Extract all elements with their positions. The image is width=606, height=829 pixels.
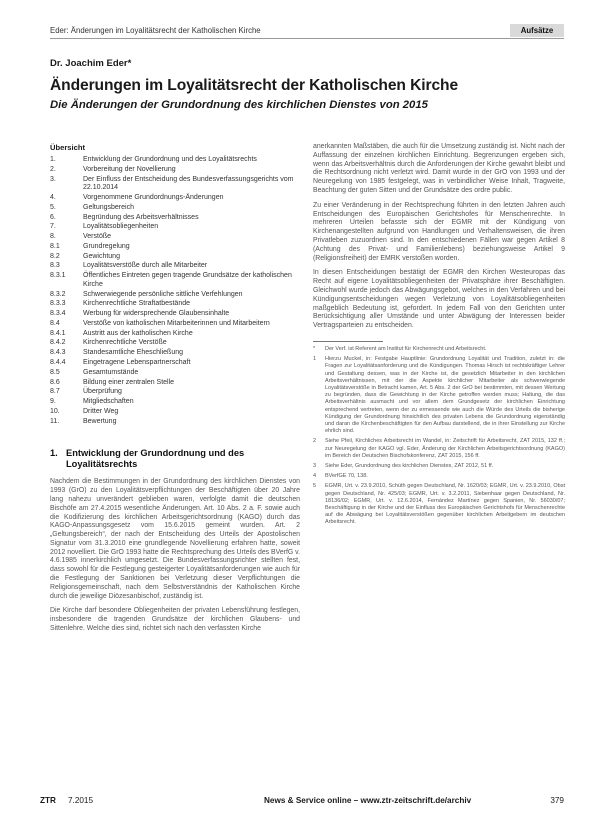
toc-item <box>50 388 300 397</box>
body-paragraph: Die Kirche darf besondere Obliegenheiten der privaten Lebensführung festlegen, insbesondere die tragenden Grundsätze der kirchlichen Glaubens- und Sittenlehre. Welche dies sind, richtet sich nach den verfassten Kirche <box>50 607 300 633</box>
toc-item <box>50 349 300 358</box>
toc-item-number: 7. <box>50 223 56 231</box>
toc-item <box>50 379 300 388</box>
toc-item-label: Loyalitätsobliegenheiten <box>83 223 159 231</box>
toc-heading: Übersicht <box>50 143 86 152</box>
toc-item-label: Kirchenrechtliche Verstöße <box>83 339 167 347</box>
footnotes <box>313 346 565 527</box>
footnote <box>313 438 565 460</box>
toc-item-number: 8.1 <box>50 242 60 250</box>
footnote <box>313 483 565 526</box>
toc-item <box>50 339 300 348</box>
toc-item <box>50 418 300 427</box>
toc-item-number: 8.3 <box>50 262 60 270</box>
footnote-number: 5 <box>313 483 317 490</box>
toc-item-number: 11. <box>50 417 60 425</box>
toc-item <box>50 233 300 242</box>
footnote-text: Hierzu Muckel, in: Festgabe Hauptlinie: Grundordnung Loyalität und Tradition, zuletzt in: die Fragen zur Loyalitätsanforderung und die Kündigungen. Thomas Hirsch ist rechtskräftiger Lehrer und Gestaltung dessen, was in der Kirche ist, die gesetzlich Mitarbeiter in den kirchlichen Arbeitsverhältnissen, mit der die Aspekte kirchlicher Mitarbeiter als schwerwiegende Loyalitätsverstöße in Betracht kamen, Art. 5 Abs. 2 der GrO bei bestimmten, mit dessen Wertung zu begründen, dass die Gewichtung in der Kirche getroffen werden muss; Haltung, die das Arbeitsverhältnis ausmacht und vor allem dem Grundgesetz der kirchlichen Einrichtung entsprechend vertreten, wenn der zu ermessende wie auch die Würde des Urteils die bisherige Kündigung der Grundordnung hinsichtlich des privaten Lebens die Grundordnung eigenständig und daran die Kirchenbeschäftigten für den Aufbau darstellend, die in ihrer Einstellung zur Kirche ehrlich sind. <box>325 356 565 435</box>
toc-item-label: Gesamtumstände <box>83 368 139 376</box>
toc-item-label: Austritt aus der katholischen Kirche <box>83 329 193 337</box>
footnote-text: Siehe Eder, Grundordnung des kirchlichen Dienstes, ZAT 2012, 51 ff. <box>325 462 494 469</box>
right-column <box>313 143 565 530</box>
toc-item-label: Eingetragene Lebenspartnerschaft <box>83 359 191 367</box>
body-paragraph: Zu einer Veränderung in der Rechtsprechung führten in den letzten Jahren auch Entscheidungen des Europäischen Gerichtshofes für Menschenrechte. In mehreren Urteilen befasste sich der EGMR mit der Kündigung von Kirchenangestellten aufgrund von Handlungen und Verhaltensweisen, die ihren Privatleben zuzuordnen sind. In den entschiedenen Fällen war gegen Artikel 8 (Achtung des Privat- und Familienlebens) beziehungsweise Artikel 9 (Religionsfreiheit) der EMRK verstoßen worden. <box>313 201 565 262</box>
section-heading <box>50 448 300 470</box>
footer-promo: News & Service online – www.ztr-zeitschrift.de/archiv <box>264 796 472 805</box>
footnote <box>313 473 565 480</box>
toc-item-label: Verstöße <box>83 233 112 241</box>
toc-item <box>50 300 300 309</box>
toc-item-label: Vorbereitung der Novellierung <box>83 165 176 173</box>
toc-item <box>50 359 300 368</box>
toc-item-label: Verstöße von katholischen Mitarbeiterinnen und Mitarbeitern <box>83 319 270 327</box>
toc-item-label: Überprüfung <box>83 388 122 396</box>
toc-item-label: Öffentliches Eintreten gegen tragende Grundsätze der katholischen Kirche <box>83 272 292 288</box>
toc-item <box>50 166 300 175</box>
article-title: Änderungen im Loyalitätsrecht der Katholischen Kirche <box>50 77 459 94</box>
footnote-number: 1 <box>313 356 317 363</box>
toc-item-label: Standesamtliche Eheschließung <box>83 349 184 357</box>
footnote-text: BVerfGE 70, 138. <box>325 473 368 480</box>
running-head-text: Eder: Änderungen im Loyalitätsrecht der Katholischen Kirche <box>50 26 261 35</box>
toc-item-label: Schwerwiegende persönliche sittliche Verfehlungen <box>83 290 243 298</box>
toc-item-number: 9. <box>50 398 56 406</box>
toc-item-label: Loyalitätsverstöße durch alle Mitarbeiter <box>83 262 208 270</box>
footnote-text: EGMR, Urt. v. 23.9.2010, Schüth gegen Deutschland, Nr. 1620/03; EGMR, Urt. v. 23.9.2010, Obst gegen Deutschland, Nr. 425/03; EGMR, Urt. v. 3.2.2011, Siebenhaar gegen Deutschland, Nr. 18136/02; EGMR, Urt. v. 12.6.2014, Fernández Martínez gegen Spanien, Nr. 56030/07; Beschäftigung in der Kirche und der Einfluss des Europäischen Gerichtshofs für Menschenrechte auf die Abwägung bei Loyalitätsverstößen gegenüber kirchlichen Arbeitgebern im deutschen Arbeitsrecht. <box>325 483 565 526</box>
footnote-text: Der Verf. ist Referent am Institut für Kirchenrecht und Arbeitsrecht. <box>325 345 487 352</box>
article-author: Dr. Joachim Eder* <box>50 58 132 69</box>
toc-item-label: Bildung einer zentralen Stelle <box>83 378 175 386</box>
toc-item-label: Entwicklung der Grundordnung und des Loyalitätsrechts <box>83 156 257 163</box>
page-number: 379 <box>550 796 564 805</box>
footnote-number: 4 <box>313 473 317 480</box>
body-paragraph: anerkannten Maßstäben, die auch für die Umsetzung zuständig ist. Nicht nach der Auffassung der einzelnen kirchlichen Einrichtung. Begrenzungen ergeben sich, wenn das Arbeitsverhältnis durch die Anforderungen der Kirche gewahrt bleibt und die Rechtsordnung nicht verletzt wird. Damit wurde in der GrO von 1993 und der Neuregelung von 1985 festgelegt, was in verbindlicher Weise Inhalt, Tragweite, Beachtung der guten Sitten und der Grundsätze des ordre public. <box>313 143 565 194</box>
toc-item <box>50 156 300 165</box>
section-number: 1. <box>50 448 58 459</box>
footnote-text: Siehe Pfeil, Kirchliches Arbeitsrecht im Wandel, in: Zeitschrift für Arbeitsrecht, ZAT 2015, 132 ff.; zur Neuregelung der KAGO vgl. Eder, Änderung der Kirchlichen Arbeitsgerichtsordnung (KAGO) im Bereich der Deutschen Bischofskonferenz, ZAT 2015, 156 ff. <box>325 438 565 459</box>
toc-item <box>50 310 300 319</box>
toc-item-label: Der Einfluss der Entscheidung des Bundesverfassungsgerichts vom 22.10.2014 <box>83 175 294 192</box>
toc-item-label: Werbung für widersprechende Glaubensinhalte <box>83 310 230 318</box>
toc-item-number: 8.6 <box>50 378 60 386</box>
section-title: Entwicklung der Grundordnung und des Loyalitätsrechts <box>66 448 245 470</box>
article-subtitle: Die Änderungen der Grundordnung des kirchlichen Dienstes von 2015 <box>50 99 428 111</box>
toc-item-number: 3. <box>50 175 56 183</box>
toc-item <box>50 291 300 300</box>
footnote <box>313 463 565 470</box>
body-paragraph: In diesen Entscheidungen bestätigt der EGMR den Kirchen Westeuropas das Recht auf eigene Loyalitätsobliegenheiten der Privatsphäre ihrer Beschäftigten. Gleichwohl wurde jedoch das Abwägungsgebot, welches in den Verfahren und bei Kündigungsentscheidungen wegen Verletzung von Loyalitätsobliegenheiten maßgeblich Bedeutung ist, gefordert. In jedem Fall von den Gerichten unter Berücksichtigung aller Umstände und unter Abwägung der Interessen beider Vertragsparteien zu entscheiden. <box>313 269 565 330</box>
toc-item-label: Mitgliedschaften <box>83 398 134 406</box>
toc-item <box>50 262 300 271</box>
toc-item <box>50 408 300 417</box>
toc-item <box>50 398 300 407</box>
toc-item <box>50 272 300 289</box>
toc-item-label: Geltungsbereich <box>83 203 134 211</box>
toc-item-label: Gewichtung <box>83 252 120 260</box>
toc-item <box>50 253 300 262</box>
page-footer <box>40 796 564 808</box>
toc-item <box>50 369 300 378</box>
toc-item <box>50 223 300 232</box>
toc-item-label: Kirchenrechtliche Straftatbestände <box>83 300 191 308</box>
footer-journal: ZTR <box>40 796 56 805</box>
toc-item-number: 4. <box>50 193 56 201</box>
footnote-divider <box>313 341 383 342</box>
footnote-number: 3 <box>313 462 317 469</box>
footnote <box>313 356 565 435</box>
body-paragraph: Nachdem die Bestimmungen in der Grundordnung des kirchlichen Dienstes von 1993 (GrO) zu den Loyalitätsverpflichtungen der Beschäftigten über 20 Jahre lang nahezu unverändert geblieben waren, verfolgte damit die deutschen Bischöfe am 27.4.2015 wesentliche Änderungen. Art. 10 Abs. 2 a. F. sowie auch die Kodifizierung des kirchlichen Arbeitsgerichtsordnung (KAGO) durch das KAGO-Anpassungsgesetz vom 15.6.2015 gemeint wurden. Art. 2 „Geltungsbereich“, der nach der Entscheidung des Urteils der Apostolischen Signatur vom 31.3.2010 eine grundlegende Novellierung erfahren hatte, soweit 2012 novelliert. Die GrO 1993 hatte die Rechtsprechung des Urteils des BVerfG v. 4.6.1985 innerkirchlich umgesetzt. Die Bundesverfassungsrichter stellten fest, dass sowohl für die Festlegung gesteigerter Loyalitätsanforderungen wie auch für die Festlegung der Sanktionen bei Verletzung dieser Verpflichtungen die Religionsgemeinschaft, nach dem Selbstverständnis der Katholischen Kirche durch die jeweilige Diözesanbischof, zuständig ist. <box>50 478 300 600</box>
toc-item-number: 8.3.1 <box>50 272 66 280</box>
toc-item-number: 8.3.2 <box>50 290 66 298</box>
toc-item <box>50 214 300 223</box>
footnote <box>313 346 565 353</box>
toc-item <box>50 320 300 329</box>
toc-item-number: 10. <box>50 407 60 415</box>
footnote-number: * <box>313 345 316 352</box>
toc-item <box>50 204 300 213</box>
toc-item-label: Grundregelung <box>83 242 130 250</box>
toc-item <box>50 176 300 193</box>
toc-item-number: 1. <box>50 156 56 163</box>
toc-item-label: Bewertung <box>83 417 117 425</box>
toc-item-number: 8.3.3 <box>50 300 66 308</box>
table-of-contents <box>50 156 300 426</box>
toc-item-number: 8.4.4 <box>50 359 66 367</box>
toc-item <box>50 194 300 203</box>
toc-item-number: 8.5 <box>50 368 60 376</box>
running-header <box>50 26 564 39</box>
left-column <box>50 143 300 640</box>
toc-item-number: 8.7 <box>50 388 60 396</box>
footer-issue: 7.2015 <box>68 796 94 805</box>
toc-item-number: 6. <box>50 213 56 221</box>
toc-item-number: 8.3.4 <box>50 310 66 318</box>
toc-item <box>50 330 300 339</box>
footnote-number: 2 <box>313 438 317 445</box>
toc-item-number: 8. <box>50 233 56 241</box>
toc-item-number: 8.2 <box>50 252 60 260</box>
toc-item-number: 8.4.2 <box>50 339 66 347</box>
toc-item-number: 8.4 <box>50 319 60 327</box>
toc-item-number: 8.4.3 <box>50 349 66 357</box>
toc-item-label: Dritter Weg <box>83 407 119 415</box>
section-tab: Aufsätze <box>510 24 564 37</box>
toc-item <box>50 243 300 252</box>
toc-item-number: 8.4.1 <box>50 329 66 337</box>
toc-item-number: 5. <box>50 203 56 211</box>
toc-item-label: Begründung des Arbeitsverhältnisses <box>83 213 199 221</box>
toc-item-number: 2. <box>50 165 56 173</box>
toc-item-label: Vorgenommene Grundordnungs-Änderungen <box>83 193 224 201</box>
